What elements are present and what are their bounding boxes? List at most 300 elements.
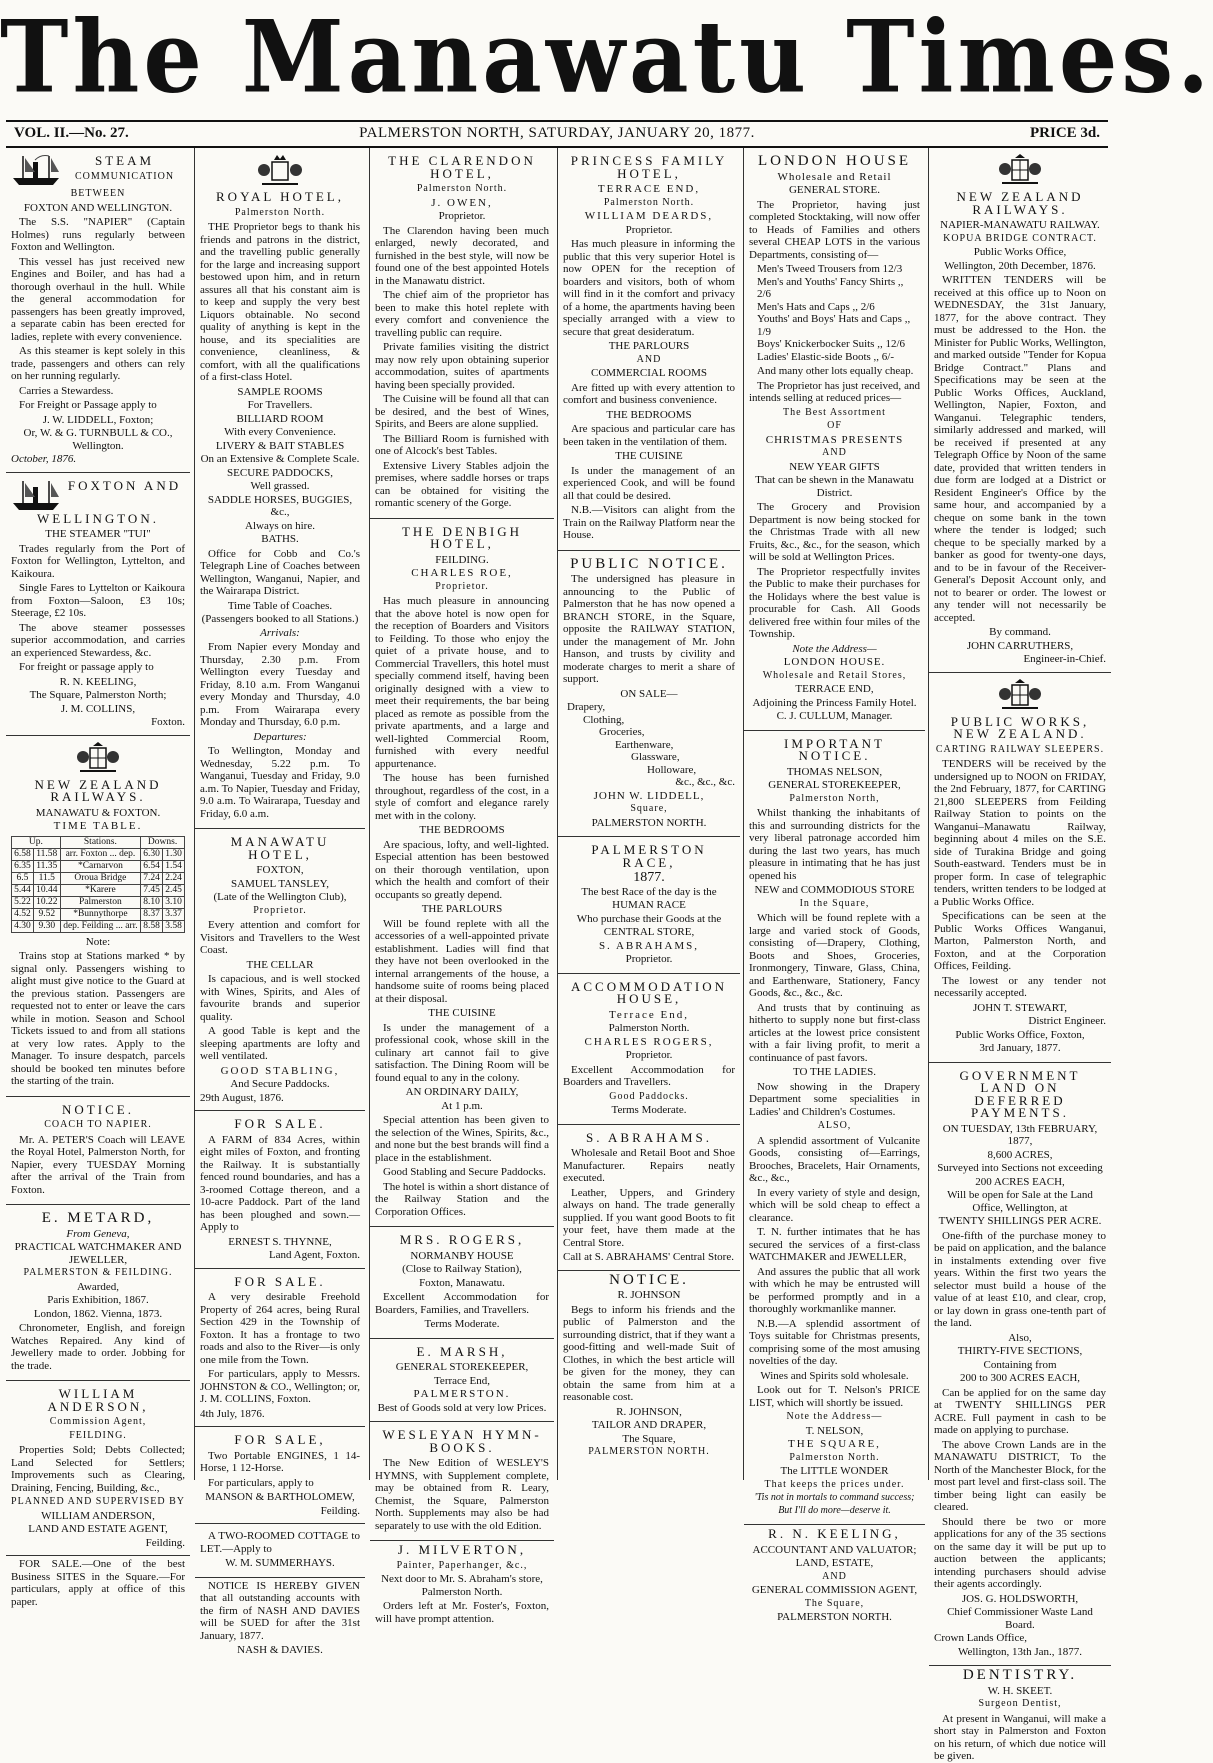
steamship-icon [11, 152, 61, 188]
ad-paragraph: The house has been furnished throughout, regardless of the cost, in a style of comfort and elegance rarely met with in the colony. [375, 772, 549, 822]
list-item: Drapery, [567, 701, 606, 713]
ad-subheading: SAMPLE ROOMS [237, 385, 323, 398]
table-cell: 11.5 [33, 872, 60, 884]
ad-business-site [6, 1558, 190, 1608]
volume-number: VOL. II.—No. 27. [14, 125, 129, 141]
ad-subheading: KOPUA BRIDGE CONTRACT. [943, 232, 1097, 244]
ad-subheading: SECURE PADDOCKS, [227, 466, 333, 479]
ad-text: AND [822, 1570, 847, 1582]
ad-paragraph: Good Stabling and Secure Paddocks. [383, 1166, 546, 1178]
ad-paragraph: Two Portable ENGINES, 1 14-Horse, 1 12-Horse. [200, 1449, 360, 1474]
ad-paragraph: The chief aim of the proprietor has been to make this hotel replete with every comfort and convenience the travelling public can require. [375, 289, 549, 339]
ad-text: Feilding. [320, 1504, 360, 1517]
ad-paragraph: T. N. further intimates that he has secured the services of a first-class WATCHMAKER and JEWELLER, [749, 1226, 920, 1263]
ad-heading: MANAWATU HOTEL, [230, 834, 330, 862]
ad-paragraph: Should there be two or more applications for any of the 35 sections on the same day it will be put up to auction between the applicants; intending purchasers should advise their agents accordingly. [934, 1515, 1106, 1590]
ad-subheading: THE CUISINE [428, 1007, 496, 1019]
ad-agent: JOHN T. STEWART, [972, 1001, 1068, 1014]
ad-j-milverton [370, 1544, 554, 1625]
ad-text: On an Extensive & Complete Scale. [200, 453, 360, 465]
ad-text: Who purchase their Goods at the [576, 912, 722, 925]
ad-text: Always on hire. [245, 519, 315, 532]
column-2 [194, 148, 365, 1656]
ad-text: Adjoining the Princess Family Hotel. [752, 696, 917, 709]
coat-of-arms-icon [994, 154, 1046, 188]
ad-subheading: TIME TABLE. [53, 820, 143, 832]
ad-agent: CHARLES ROGERS, [584, 1035, 714, 1048]
ad-text: Terrace End, [433, 1374, 491, 1387]
ad-paragraph: Special attention has been given to the selection of the Wines, Spirits, &c., and none but the best brands will find a place in the establishment. [375, 1114, 549, 1164]
ad-subheading: TO THE LADIES. [792, 1066, 876, 1078]
ad-subheading: SADDLE HORSES, BUGGIES, &c., [207, 493, 353, 518]
ad-thomas-nelson [744, 731, 925, 1526]
ad-subheading: LONDON HOUSE. [783, 656, 886, 668]
ad-paragraph: One-fifth of the purchase money to be paid on application, and the balance in instalments extending over five years. Within the first two years the selector must build a house of the value of at least £10, and clear, crop, or lay down in grass one-tenth part of the land. [934, 1229, 1106, 1329]
ad-paragraph: For particulars, apply to Messrs. JOHNSTON & CO., Wellington; or, J. M. COLLINS, Foxton. [200, 1368, 360, 1405]
ad-text: Containing from [983, 1358, 1057, 1371]
ad-metard-watchmaker [6, 1205, 190, 1381]
ad-paragraph: Will be found replete with all the accessories of a well-appointed private establishment. Ladies will find that they have not been overlooked in the internal arrangements of the house, a handsome suite of rooms being placed at their disposal. [375, 917, 549, 1005]
ad-text: LAND, ESTATE, [795, 1557, 874, 1569]
ad-agent: NASH & DAVIES. [237, 1644, 323, 1656]
list-item: Clothing, [583, 713, 625, 726]
ad-heading: PUBLIC NOTICE. [570, 555, 728, 572]
ad-subheading: GENERAL STORE. [788, 184, 881, 196]
ad-coach-notice [6, 1097, 190, 1206]
ad-subheading: Time Table of Coaches. [227, 599, 333, 612]
masthead [0, 0, 1213, 118]
ad-subheading: PRACTICAL WATCHMAKER AND JEWELLER, [14, 1241, 182, 1266]
ad-text: PLANNED AND SUPERVISED BY [11, 1496, 185, 1507]
ad-paragraph: From Napier every Monday and Thursday, 2.30 p.m. From Wellington every Tuesday and Friday, 8.10 a.m. From Wanganui every Monday and Thursday, 4.0 p.m. From Wairarapa every Monday and Thursday, 6.0 p.m. [200, 641, 360, 728]
ad-subheading: NEW YEAR GIFTS [789, 460, 880, 473]
ad-paragraph: The New Edition of WESLEY'S HYMNS, with Supplement complete, may be obtained from R. Leary, Chemist, the Square, Palmerston North. Supplements may also be had separately to use with the old Edition. [375, 1457, 549, 1532]
ad-paragraph: Look out for T. Nelson's PRICE LIST, which will shortly be issued. [749, 1384, 920, 1409]
ad-text: FEILDING. [69, 1429, 127, 1441]
table-row [12, 860, 185, 872]
ad-manawatu-hotel [195, 829, 365, 1111]
ad-paragraph: Extensive Livery Stables adjoin the premises, where saddle horses or traps can be obtained for visiting the romantic scenery of the Gorge. [375, 459, 549, 509]
issue-date: PALMERSTON NORTH, SATURDAY, JANUARY 20, 1877. [359, 125, 755, 141]
ad-text: Note the Address— [792, 642, 877, 655]
ad-paragraph: As this steamer is kept solely in this trade, passengers and others can rely on her running regularly. [11, 345, 185, 382]
table-cell: 9.30 [33, 920, 60, 932]
newspaper-title: The Manawatu Times. [0, 0, 1213, 116]
ad-heading: E. METARD, [41, 1210, 155, 1226]
ad-date: Wellington, 20th December, 1876. [944, 259, 1096, 272]
ad-paragraph: Excellent Accommodation for Boarders and Travellers. [563, 1063, 735, 1088]
ad-paragraph: In every variety of style and design, which will be sold cheap to effect a clearance. [749, 1186, 920, 1224]
ad-text: Palmerston North, [789, 792, 880, 804]
ad-heading: PALMERSTON RACE, [591, 842, 707, 870]
ad-paragraph: A good Table is kept and the sleeping apartments are lofty and well ventilated. [200, 1025, 360, 1062]
ad-text: Terms Moderate. [424, 1318, 500, 1330]
dateline-bar [6, 120, 1108, 148]
ad-subheading: THE CUISINE [615, 450, 683, 462]
ad-dentistry [929, 1669, 1111, 1763]
ad-paragraph: Office for Cobb and Co.'s Telegraph Line of Coaches between Wellington, Wanganui, Napier, and the Wairarapa District. [200, 547, 360, 597]
ad-paragraph: TENDERS will be received by the undersigned up to NOON on FRIDAY, the 2nd February, 1877, for CARTING 21,800 SLEEPERS from Feilding Railway Station to points on the Wanganui–Manawatu Railway, beginning about 4 miles on the S.E. side of Turakina Bridge and going South-eastward. Tenders must be in proper form. In case of telegraphic tenders, written tenders to be lodged at a Public Works Office. [934, 758, 1106, 908]
ad-agent: WILLIAM ANDERSON, [41, 1509, 155, 1522]
ad-paragraph: Mr. A. PETER'S Coach will LEAVE the Royal Hotel, Palmerston North, for Napier, every TUESDAY Morning after the arrival of the Train from Foxton. [11, 1133, 185, 1196]
table-row [12, 908, 185, 920]
ad-paragraph: A FARM of 834 Acres, within eight miles of Foxton, and fronting the Railway. It is substantially fenced round boundaries, and has a 3-roomed Cottage thereon, and a 10-acre Paddock. Part of the land has been ploughed and sown.—Apply to [200, 1133, 360, 1233]
ad-paragraph: The S.S. "NAPIER" (Captain Holmes) runs regularly between Foxton and Wellington. [11, 216, 185, 253]
table-header: Up. [12, 836, 61, 848]
ad-paragraph: This vessel has just received new Engines and Boiler, and has had a thorough overhaul in the hull. While the general accommodation for passengers has been greatly improved, a separate cabin has been erected for ladies, replete with every convenience. [11, 255, 185, 343]
ad-text: By command. [989, 626, 1051, 638]
ad-text: BETWEEN [70, 188, 126, 199]
table-cell: 6.35 [12, 860, 34, 872]
ad-paragraph: Single Fares to Lyttelton or Kaikoura from Foxton—Saloon, £3 10s; Steerage, £2 10s. [11, 582, 185, 619]
ad-paragraph: The Cuisine will be found all that can be desired, and the best of Wines, Spirits, and Beers are alone supplied. [375, 393, 549, 430]
ad-paragraph: THE Proprietor begs to thank his friends and patrons in the district, and the travelling public generally for the large and increasing support bestowed upon him, and in return assures all that his constant aim is to keep and supply the very best Liquors obtainable. No second quality of anything is kept in the house, and its specialities are convenience, cleanliness, & comfort, with all the qualifications of a first-class Hotel. [200, 221, 360, 383]
royal-crest-icon [254, 154, 306, 188]
table-cell: *Carnarvon [60, 860, 140, 872]
table-cell: 8.10 [141, 896, 163, 908]
ad-text: Also, [1008, 1331, 1032, 1344]
train-timetable [11, 836, 185, 933]
ad-subheading: FOXTON AND WELLINGTON. [23, 201, 173, 214]
ad-subheading: COACH TO NAPIER. [44, 1119, 152, 1130]
ad-agent: J. M. COLLINS, [60, 702, 136, 715]
ad-text: ALSO, [817, 1120, 852, 1131]
ad-heading: FOXTON AND WELLINGTON. [37, 477, 182, 526]
ad-text: Crown Lands Office, [934, 1632, 1027, 1644]
ad-paragraph: Has much pleasure in announcing that the above hotel is now open for the reception of Boarders and Visitors to Feilding. To those who enjoy the quiet of a private house, and to Commercial Travellers, this hotel must specially commend itself, having been originally designed with a view to meet their requirements, the bar being placed as remote as possible from the private apartments, and a large and well-lighted Commercial Room, furnished with every needful appurtenance. [375, 595, 549, 770]
ad-heading: S. ABRAHAMS. [586, 1129, 712, 1145]
table-row [12, 848, 185, 860]
table-cell: *Bunnythorpe [60, 908, 140, 920]
ad-subheading: Wholesale and Retail [777, 170, 892, 183]
ad-subheading: MANAWATU & FOXTON. [35, 806, 161, 819]
ad-subheading: TWENTY SHILLINGS PER ACRE. [938, 1215, 1102, 1227]
ad-mrs-rogers [370, 1227, 554, 1339]
list-item: Men's Hats and Caps ,, 2/6 [757, 300, 875, 313]
table-row [12, 896, 185, 908]
ad-heading: WESLEYAN HYMN-BOOKS. [382, 1427, 542, 1455]
ad-paragraph: The Clarendon having been much enlarged, newly decorated, and furnished in the best style, will now be found one of the best appointed Hotels in the Manawatu district. [375, 224, 549, 287]
ad-agent: W. H. SKEET. [987, 1684, 1053, 1697]
ad-subheading: Painter, Paperhanger, &c., [396, 1559, 528, 1571]
list-item: Boys' Knickerbocker Suits ,, 12/6 [757, 338, 906, 350]
column-4 [557, 148, 740, 1480]
ad-subheading: Terrace End, [608, 1008, 690, 1021]
ad-paragraph: Can be applied for on the same day at TWENTY SHILLINGS PER ACRE. Full payment in cash to be made on applying to purchase. [934, 1386, 1106, 1436]
ad-agent: THOMAS NELSON, [786, 765, 883, 778]
ad-subheading: AN ORDINARY DAILY, [405, 1086, 519, 1098]
ad-heading: ACCOMMODATION HOUSE, [570, 978, 727, 1006]
ad-paragraph: Chronometer, English, and foreign Watches Repaired. Any kind of Jewellery made to order. Jobbing for the trade. [11, 1322, 185, 1372]
ad-date: 29th August, 1876. [200, 1091, 284, 1104]
ad-rn-keeling [744, 1528, 925, 1624]
table-cell: 11.35 [33, 860, 60, 872]
ad-paragraph: And trusts that by continuing as hitherto to supply none but first-class articles at the lowest price consistent with a fair living profit, to merit a continuance of past favors. [749, 1001, 920, 1064]
ad-carting-sleepers [929, 673, 1111, 1063]
ad-paragraph: Begs to inform his friends and the public of Palmerston and the surrounding district, that if they want a good-fitting and well-made Suit of Clothes, in which the best article will be given for the money, they can obtain the same from him at a reasonable cost. [563, 1303, 735, 1403]
ad-paragraph: FOR SALE.—One of the best Business SITES in the Square.—For particulars, apply at office of this paper. [11, 1558, 185, 1608]
table-cell: 5.22 [12, 896, 34, 908]
ad-heading: NEW ZEALAND RAILWAYS. [956, 189, 1084, 217]
ad-text: Chief Commissioner Waste Land Board. [947, 1606, 1093, 1631]
table-cell: 5.44 [12, 884, 34, 896]
table-cell: dep. Feilding ... arr. [60, 920, 140, 932]
ad-cottage-to-let [195, 1524, 365, 1578]
ad-subheading: The LITTLE WONDER [780, 1465, 889, 1477]
ad-paragraph: For Freight or Passage apply to [19, 399, 157, 411]
ad-paragraph: To Wellington, Monday and Wednesday, 5.22 p.m. To Wanganui, Tuesday and Friday, 9.0 a.m. To Napier, Tuesday and Friday, 9.0 a.m. To Wairarapa, Tuesday and Friday, 6.0 a.m. [200, 745, 360, 820]
price: PRICE 3d. [1029, 125, 1100, 141]
ad-paragraph: Orders left at Mr. Foster's, Foxton, will have prompt attention. [375, 1600, 549, 1625]
ad-agent: S. ABRAHAMS, [598, 939, 700, 952]
ad-subheading: 200 ACRES EACH, [975, 1175, 1065, 1188]
ad-steamer-tui [6, 473, 190, 736]
ad-paragraph: Now showing in the Drapery Department some specialities in Ladies' and Children's Costumes. [749, 1080, 920, 1118]
table-cell: 6.58 [12, 848, 34, 860]
ad-railway-timetable [6, 736, 190, 1097]
ad-paragraph: A TWO-ROOMED COTTAGE to LET.—Apply to [200, 1530, 360, 1555]
ad-paragraph: Are spacious and particular care has been taken in the ventilation of them. [563, 423, 735, 448]
ad-heading: WILLIAM ANDERSON, [47, 1386, 149, 1414]
ad-agent: R. JOHNSON, [616, 1405, 682, 1418]
ad-paragraph: Wholesale and Retail Boot and Shoe Manufacturer. Repairs neatly executed. [563, 1147, 735, 1184]
table-cell: 7.45 [141, 884, 163, 896]
ad-text: Wholesale and Retail Stores, [762, 669, 907, 681]
list-item: &c., &c., &c. [675, 776, 735, 788]
ad-heading: J. MILVERTON, [397, 1542, 527, 1557]
ad-text: The best Race of the day is the [581, 885, 717, 898]
table-cell: 2.45 [163, 884, 185, 896]
table-cell: 1.54 [163, 860, 185, 872]
ad-subheading: BATHS. [261, 533, 299, 545]
ad-paragraph: Leather, Uppers, and Grindery always on hand. The trade generally supplied. If you want good Boots to fit your feet, have them made at the Central Store. [563, 1186, 735, 1249]
ad-paragraph: Trains stop at Stations marked * by signal only. Passengers wishing to alight must give notice to the Guard at the previous station. Passengers are requested not to enter or leave the cars while in motion. Season and School Tickets issued to and from all stations at very low rates. Apply to the Manager. To insure despatch, parcels should be booked ten minutes before the starting of the train. [11, 950, 185, 1087]
ad-text: PALMERSTON NORTH. [591, 816, 707, 829]
ad-text: Paris Exhibition, 1867. [47, 1294, 149, 1306]
ad-subheading: THE CELLAR [246, 958, 314, 971]
ad-text: The Best Assortment [783, 406, 886, 418]
ad-nash-davies-notice [195, 1580, 365, 1657]
ad-paragraph: Which will be found replete with a large and varied stock of Goods, consisting of—Drapery, Clothing, Boots and Shoes, Groceries, Ironmongery, Tinware, Glass, China, and Earthenware, Stationery, Fancy Goods, &c., &c., &c. [749, 912, 920, 999]
ad-text: PALMERSTON NORTH. [777, 1611, 892, 1623]
ad-heading: THE DENBIGH HOTEL, [401, 523, 522, 551]
ad-subheading: THE PARLOURS [608, 340, 690, 352]
ad-text: The Square, [622, 1432, 676, 1445]
ad-heading: NOTICE. [62, 1101, 134, 1117]
ad-subheading: TERRACE END, [597, 183, 701, 195]
ad-text: Note the Address— [786, 1411, 883, 1422]
ad-paragraph: And many other lots equally cheap. [757, 365, 914, 377]
ad-london-house [744, 148, 925, 731]
table-cell: 6.5 [12, 872, 34, 884]
ad-paragraph: Has much pleasure in informing the public that this very superior Hotel is now OPEN for the reception of boarders and visitors, both of whom will find in it the comfort and privacy of a home, the apartments having been specially arranged with a view to secure that great desideratum. [563, 238, 735, 338]
ad-subheading: GOOD STABLING, [220, 1064, 340, 1077]
ad-text: LAND AND ESTATE AGENT, [28, 1523, 168, 1535]
ad-paragraph: N.B.—A splendid assortment of Toys suitable for Christmas presents, comprising some of the most amusing novelties of the day. [749, 1317, 920, 1367]
ad-freehold-for-sale [195, 1269, 365, 1428]
ad-subheading: 8,600 ACRES, [987, 1148, 1053, 1161]
ad-agent: J. OWEN, [431, 196, 493, 209]
table-row [12, 920, 185, 932]
table-header: Stations. [60, 836, 140, 848]
ad-paragraph: A splendid assortment of Vulcanite Goods, consisting of—Earrings, Brooches, Bracelets, Hair Ornaments, &c., &c., [749, 1134, 920, 1184]
ad-paragraph: The Grocery and Provision Department is now being stocked for the Christmas Trade with all new Fruits, &c., &c., for the season, which will be sold at Wellington Prices. [749, 501, 920, 563]
ad-subheading: Commission Agent, [49, 1416, 147, 1427]
ad-heading: FOR SALE. [234, 1116, 326, 1131]
ad-princess-family-hotel [558, 148, 740, 551]
ad-paragraph: The lowest or any tender not necessarily accepted. [934, 974, 1106, 999]
ad-agent: MANSON & BARTHOLOMEW, [205, 1491, 355, 1503]
ad-heading: STEAM [94, 153, 155, 168]
table-cell: Palmerston [60, 896, 140, 908]
ad-text: In the Square, [799, 897, 870, 909]
ad-text: And Secure Paddocks. [230, 1078, 330, 1090]
ad-subheading: COMMUNICATION [74, 170, 175, 182]
ad-paragraph: Is under the management of an experienced Cook, and will be found all that could be desired. [563, 464, 735, 502]
ad-text: PALMERSTON NORTH. [588, 1446, 710, 1457]
ad-subheading: FOXTON, [256, 864, 304, 876]
ad-subheading: Arrivals: [260, 626, 300, 639]
ad-subheading: GENERAL STOREKEEPER, [395, 1361, 529, 1373]
ad-heading: THE CLARENDON HOTEL, [388, 153, 536, 181]
ad-text: PALMERSTON & FEILDING. [23, 1267, 173, 1278]
ad-paragraph: At present in Wanganui, will make a short stay in Palmerston and Foxton on his return, of which due notice will be given. [934, 1712, 1106, 1762]
ad-text: With every Convenience. [224, 426, 336, 438]
ad-subheading: Departures: [253, 730, 307, 743]
ad-subheading: Note: [85, 935, 111, 948]
ad-text: Proprietor. [435, 580, 489, 592]
ad-agent: T. NELSON, [805, 1424, 864, 1437]
ad-subheading: CARTING RAILWAY SLEEPERS. [935, 743, 1105, 755]
ad-text: For Travellers. [247, 399, 313, 411]
table-cell: Oroua Bridge [60, 872, 140, 884]
list-item: Holloware, [647, 763, 697, 776]
ad-text: Proprietor. [253, 904, 307, 916]
ad-text: TAILOR AND DRAPER, [591, 1419, 707, 1431]
ad-agent: W. M. SUMMERHAYS. [225, 1557, 335, 1569]
ad-paragraph: For particulars, apply to [208, 1476, 314, 1489]
ad-heading: LONDON HOUSE [757, 153, 912, 169]
ad-text: Proprietor. [625, 953, 673, 965]
table-cell: 6.54 [141, 860, 163, 872]
ad-text: Feilding. [145, 1536, 185, 1549]
coat-of-arms-icon [994, 679, 1046, 713]
ad-text: Palmerston North. [608, 1022, 690, 1034]
ad-subheading: CENTRAL STORE, [603, 926, 695, 938]
ad-text: The Square, [804, 1597, 865, 1609]
ad-palmerston-race [558, 837, 740, 974]
table-cell: 10.22 [33, 896, 60, 908]
list-item: Earthenware, [615, 738, 674, 751]
ad-text: (Late of the Wellington Club), [213, 891, 347, 903]
ad-text: From Geneva, [66, 1227, 130, 1240]
ad-text: Best of Goods sold at very low Prices. [377, 1401, 547, 1414]
ad-text: Palmerston North. [789, 1451, 880, 1463]
ad-subheading: Surgeon Dentist, [978, 1698, 1062, 1709]
table-cell: 6.30 [141, 848, 163, 860]
table-cell: 3.10 [163, 896, 185, 908]
table-cell: 10.44 [33, 884, 60, 896]
ad-paragraph: Every attention and comfort for Visitors and Travellers to the West Coast. [200, 919, 360, 956]
table-cell: 2.24 [163, 872, 185, 884]
ad-text: Foxton, Manawatu. [419, 1276, 505, 1289]
column-1 [6, 148, 190, 1608]
ad-paragraph: The hotel is within a short distance of the Railway Station and the Corporation Offices. [375, 1180, 549, 1218]
ad-paragraph: Properties Sold; Debts Collected; Land Selected for Settlers; Improvements such as Clearing, Draining, Fencing, Building, &c., [11, 1444, 185, 1494]
ad-subheading: 200 to 300 ACRES EACH, [959, 1372, 1081, 1384]
ad-agent: J. W. LIDDELL, Foxton; [42, 413, 154, 426]
ad-subheading: BILLIARD ROOM [236, 412, 324, 425]
ad-paragraph: Excellent Accommodation for Boarders, Families, and Travellers. [375, 1291, 549, 1316]
table-cell: 9.52 [33, 908, 60, 920]
ad-date: Wellington, 13th Jan., 1877. [957, 1645, 1083, 1658]
ad-farm-for-sale [195, 1111, 365, 1269]
ad-agent: CHARLES ROE, [411, 567, 513, 579]
ad-subheading: NORMANBY HOUSE [410, 1249, 514, 1262]
ad-paragraph: The undersigned has pleasure in announcing to the Public of Palmerston that he has now opened a BRANCH STORE, in the Square, opposite the RAILWAY STATION, under the management of Mr. John Hanson, and trusts by civility and moderate charges to merit a share of support. [563, 573, 735, 685]
ad-s-abrahams-boots [558, 1125, 740, 1271]
ad-agent: The Square, Palmerston North; [29, 689, 167, 701]
ad-text: London, 1862. Vienna, 1873. [33, 1307, 163, 1320]
list-item: Youths' and Boys' Hats and Caps ,, 1/9 [757, 313, 911, 338]
ad-text: That can be shewn in the Manawatu District. [755, 474, 914, 499]
ad-paragraph: Is capacious, and is well stocked with Wines, Spirits, and Ales of favourite brands and superior quality. [200, 973, 360, 1023]
ad-engines-for-sale [195, 1427, 365, 1524]
table-cell: arr. Foxton ... dep. [60, 848, 140, 860]
ad-paragraph: The Proprietor, having just completed Stocktaking, will now offer to Heads of Families and others several CHEAP LOTS in the various Departments, consisting of— [749, 198, 920, 261]
list-item: Ladies' Elastic-side Boots ,, 6/- [757, 350, 895, 363]
table-cell: *Karere [60, 884, 140, 896]
ad-agent: R. N. KEELING, [59, 675, 137, 688]
table-cell: 11.58 [33, 848, 60, 860]
ad-text: Proprietor. [438, 210, 486, 222]
ad-subheading: THE STEAMER "TUI" [45, 528, 151, 540]
ad-heading: IMPORTANT NOTICE. [783, 735, 885, 763]
ad-paragraph: Are fitted up with every attention to comfort and business convenience. [563, 381, 735, 406]
ad-heading: FOR SALE, [234, 1432, 326, 1447]
ad-paragraph: The Proprietor has just received, and intends selling at reduced prices— [749, 379, 920, 404]
ad-text: Public Works Office, Foxton, [955, 1028, 1085, 1041]
ad-paragraph: Specifications can be seen at the Public Works Offices Wanganui, Marton, Palmerston North, and Foxton, and at the Corporation Offices, Feilding. [934, 910, 1106, 972]
ad-public-notice-liddell [558, 551, 740, 838]
ad-subheading: FEILDING. [435, 553, 489, 566]
ad-paragraph: The Proprietor respectfully invites the Public to make their purchases for the Holidays where the best value is procurable for Cash. All Goods delivered free within four miles of the Township. [749, 565, 920, 640]
ad-paragraph: The above steamer possesses superior accommodation, and carries an experienced Stewardess, &c. [11, 621, 185, 659]
ad-heading: DENTISTRY. [962, 1667, 1078, 1683]
ad-wesleyan-hymn-books [370, 1422, 554, 1541]
ad-heading: MRS. ROGERS, [399, 1232, 525, 1247]
ad-text: Square, [630, 803, 668, 814]
ad-subheading: 1877. [633, 870, 665, 885]
ad-paragraph: WRITTEN TENDERS will be received at this office up to Noon on WEDNESDAY, the 31st January, 1877, for the above contract. They must be addressed to the Hon. the Minister for Public Works, Wellington, and marked outside "Tender for Kopua Bridge Contract." Plans and Specifications may be seen at the Public Works Offices, Auckland, Wellington, Napier, Foxton, and Wanganui. Telegraphic tenders, similarly addressed and marked, will be received if presented at any Telegraph Office by Noon of the same date, provided that written tenders in due form are lodged at a District or Resident Engineer's Office by the same hour, and accompanied by a cheque on some bank in the town where the tender is lodged; such cheque to be specially marked by a banker as good for twenty-one days, and to be in favour of the Receiver-General's Deposit Account only, and not to bearer or order. The lowest or any tender will not necessarily be accepted. [934, 274, 1106, 624]
ad-text: 'Tis not in mortals to command success; But I'll do more—deserve it. [754, 1492, 915, 1516]
ad-text: Good Paddocks. [609, 1090, 689, 1102]
table-cell: 4.52 [12, 908, 34, 920]
table-cell: 8.37 [141, 908, 163, 920]
ad-subheading: ON TUESDAY, 13th FEBRUARY, 1877, [942, 1122, 1098, 1147]
coat-of-arms-icon [72, 742, 124, 776]
ad-paragraph: Trades regularly from the Port of Foxton for Wellington, Lyttelton, and Kaikoura. [11, 542, 185, 580]
ad-subheading: THE BEDROOMS [606, 408, 692, 421]
ad-text: Palmerston North. [603, 196, 695, 208]
ad-text: (Passengers booked to all Stations.) [201, 613, 359, 625]
ad-subheading: THE PARLOURS [421, 903, 503, 915]
table-header: Downs. [141, 836, 185, 848]
ad-denbigh-hotel [370, 519, 554, 1228]
table-cell: 1.30 [163, 848, 185, 860]
table-cell: 7.24 [141, 872, 163, 884]
column-6 [928, 148, 1111, 1762]
